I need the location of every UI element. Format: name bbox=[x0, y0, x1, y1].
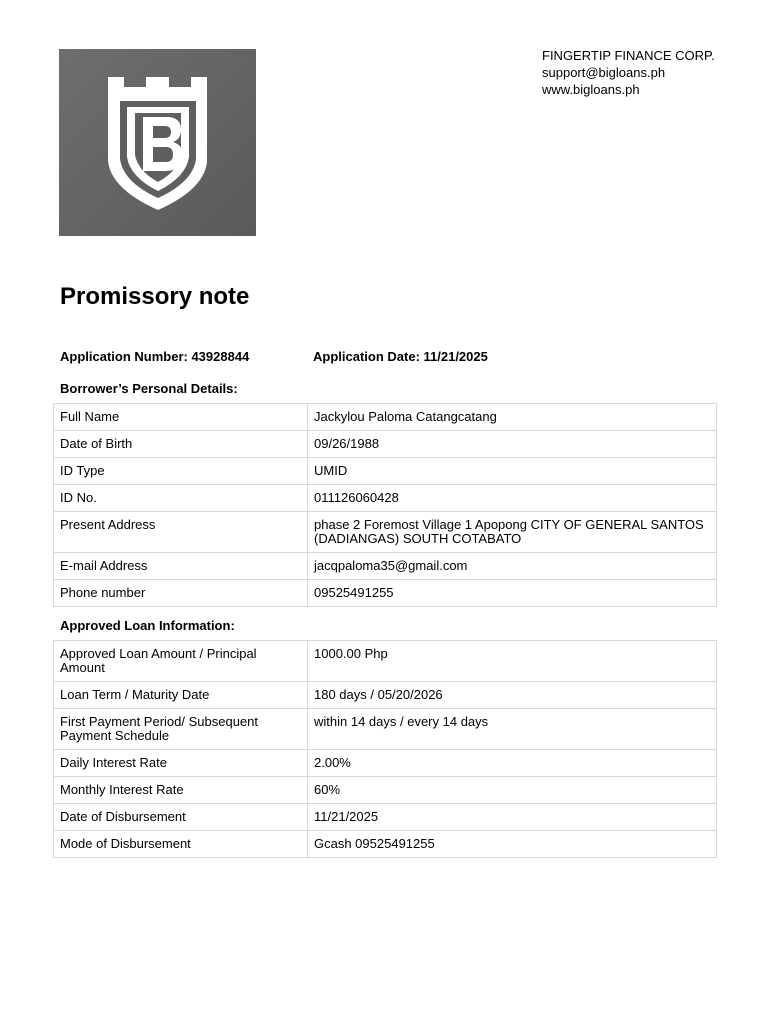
row-value: UMID bbox=[308, 458, 717, 485]
table-row bbox=[54, 777, 717, 804]
application-date: Application Date: 11/21/2025 bbox=[313, 349, 488, 364]
table-row bbox=[54, 804, 717, 831]
company-name: FINGERTIP FINANCE CORP. bbox=[542, 48, 715, 63]
table-row bbox=[54, 553, 717, 580]
row-label: Full Name bbox=[54, 404, 308, 431]
row-label: Date of Birth bbox=[54, 431, 308, 458]
row-value: 09/26/1988 bbox=[308, 431, 717, 458]
row-label: Loan Term / Maturity Date bbox=[54, 682, 308, 709]
table-row bbox=[54, 709, 717, 750]
company-info bbox=[542, 47, 715, 98]
table-row bbox=[54, 458, 717, 485]
document-title: Promissory note bbox=[60, 283, 250, 310]
company-email: support@bigloans.ph bbox=[542, 65, 666, 80]
row-label: ID No. bbox=[54, 485, 308, 512]
table-row bbox=[54, 641, 717, 682]
row-label: E-mail Address bbox=[54, 553, 308, 580]
table-row bbox=[54, 404, 717, 431]
table-row bbox=[54, 512, 717, 553]
row-value: jacqpaloma35@gmail.com bbox=[308, 553, 717, 580]
company-logo bbox=[59, 49, 256, 236]
row-value: 60% bbox=[308, 777, 717, 804]
application-number: Application Number: 43928844 bbox=[60, 349, 250, 364]
row-label: Date of Disbursement bbox=[54, 804, 308, 831]
table-row bbox=[54, 485, 717, 512]
row-value: Gcash 09525491255 bbox=[308, 831, 717, 858]
table-row bbox=[54, 580, 717, 607]
row-value: 1000.00 Php bbox=[308, 641, 717, 682]
row-label: Monthly Interest Rate bbox=[54, 777, 308, 804]
table-row bbox=[54, 750, 717, 777]
row-value: within 14 days / every 14 days bbox=[308, 709, 717, 750]
row-label: First Payment Period/ Subsequent Payment Schedule bbox=[54, 709, 308, 750]
row-label: ID Type bbox=[54, 458, 308, 485]
table-row bbox=[54, 431, 717, 458]
row-label: Daily Interest Rate bbox=[54, 750, 308, 777]
loan-info-heading: Approved Loan Information: bbox=[60, 618, 235, 633]
personal-details-heading: Borrower’s Personal Details: bbox=[60, 381, 238, 396]
row-value: Jackylou Paloma Catangcatang bbox=[308, 404, 717, 431]
row-label: Approved Loan Amount / Principal Amount bbox=[54, 641, 308, 682]
loan-info-table bbox=[53, 640, 717, 858]
table-row bbox=[54, 831, 717, 858]
row-label: Present Address bbox=[54, 512, 308, 553]
row-label: Phone number bbox=[54, 580, 308, 607]
row-label: Mode of Disbursement bbox=[54, 831, 308, 858]
row-value: 180 days / 05/20/2026 bbox=[308, 682, 717, 709]
company-website: www.bigloans.ph bbox=[542, 82, 640, 97]
table-row bbox=[54, 682, 717, 709]
shield-b-logo-icon bbox=[59, 49, 256, 236]
row-value: 09525491255 bbox=[308, 580, 717, 607]
row-value: 11/21/2025 bbox=[308, 804, 717, 831]
row-value: 011126060428 bbox=[308, 485, 717, 512]
row-value: phase 2 Foremost Village 1 Apopong CITY OF GENERAL SANTOS (DADIANGAS) SOUTH COTABATO bbox=[308, 512, 717, 553]
row-value: 2.00% bbox=[308, 750, 717, 777]
personal-details-table bbox=[53, 403, 717, 607]
